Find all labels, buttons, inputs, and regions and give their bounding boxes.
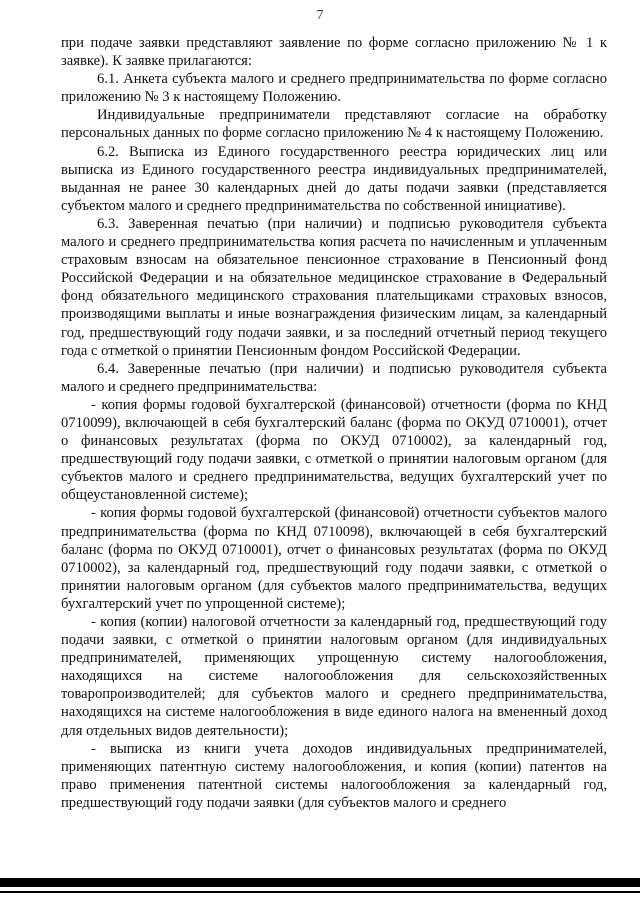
paragraph-6-4: 6.4. Заверенные печатью (при наличии) и подписью руководителя субъекта малого и среднего предпринимательства: bbox=[61, 360, 607, 395]
list-item-tax-reporting: - копия (копии) налоговой отчетности за календарный год, предшествующий году подачи заявки, с отметкой о принятии налоговым органом (для индивидуальных предпринимателей, применяющих упрощенную систему налогообложения, находящихся на системе налогообложения для сельскохозяйственных товаропроизводителей; для субъектов малого и среднего предпринимательства, находящихся на системе налогообложения в виде единого налога на вмененный доход для отдельных видов деятельности); bbox=[61, 614, 607, 739]
page-number: 7 bbox=[316, 8, 324, 23]
scan-edge-bar bbox=[0, 878, 640, 887]
paragraph-consent: Индивидуальные предприниматели представляют согласие на обработку персональных данных по форме согласно приложению № 4 к настоящему Положению. bbox=[61, 107, 607, 142]
paragraph-6-3: 6.3. Заверенная печатью (при наличии) и подписью руководителя субъекта малого и среднего предпринимательства копия расчета по начисленным и уплаченным страховым взносам на обязательное пенсионное страхование в Пенсионный фонд Российской Федерации и на обязательное медицинское страхование в Федеральный фонд обязательного медицинского страхования плательщиками страховых взносов, производящими выплаты и иные вознаграждения физическим лицам, за календарный год, предшествующий году подачи заявки, и за последний отчетный период текущего года с отметкой о принятии Пенсионным фондом Российской Федерации. bbox=[61, 215, 607, 359]
list-item-form-knd-0710098: - копия формы годовой бухгалтерской (финансовой) отчетности субъектов малого предпринимательства (форма по КНД 0710098), включающей в себя бухгалтерский баланс (форма по ОКУД 0710001), отчет о финансовых результатах (форма по ОКУД 0710002), за календарный год, предшествующий году подачи заявки, с отметкой о принятии налоговым органом (для субъектов малого предпринимательства, ведущих бухгалтерский учет по упрощенной системе); bbox=[61, 505, 607, 612]
paragraph-6-1: 6.1. Анкета субъекта малого и среднего предпринимательства по форме согласно приложению № 3 к настоящему Положению. bbox=[61, 71, 607, 106]
paragraph-6-2: 6.2. Выписка из Единого государственного реестра юридических лиц или выписка из Единого государственного реестра индивидуальных предпринимателей, выданная не ранее 30 календарных дней до даты подачи заявки (представляется субъектом малого и среднего предпринимательства по собственной инициативе). bbox=[61, 143, 607, 214]
list-item-income-book: - выписка из книги учета доходов индивидуальных предпринимателей, применяющих патентную систему налогообложения, и копия (копии) патентов на право применения патентной системы налогообложения за календарный год, предшествующий году подачи заявки (для субъектов малого и среднего bbox=[61, 740, 607, 811]
document-body bbox=[61, 34, 607, 812]
list-item-form-knd-0710099: - копия формы годовой бухгалтерской (финансовой) отчетности (форма по КНД 0710099), включающей в себя бухгалтерский баланс (форма по ОКУД 0710001), отчет о финансовых результатах (форма по ОКУД 0710002), за календарный год, предшествующий году подачи заявки, с отметкой о принятии налоговым органом (для субъектов малого и среднего предпринимательства, ведущих бухгалтерский учет по общеустановленной системе); bbox=[61, 396, 607, 504]
scan-edge-line bbox=[0, 891, 640, 893]
paragraph-intro: при подаче заявки представляют заявление по форме согласно приложению № 1 к заявке). К заявке прилагаются: bbox=[61, 35, 607, 70]
